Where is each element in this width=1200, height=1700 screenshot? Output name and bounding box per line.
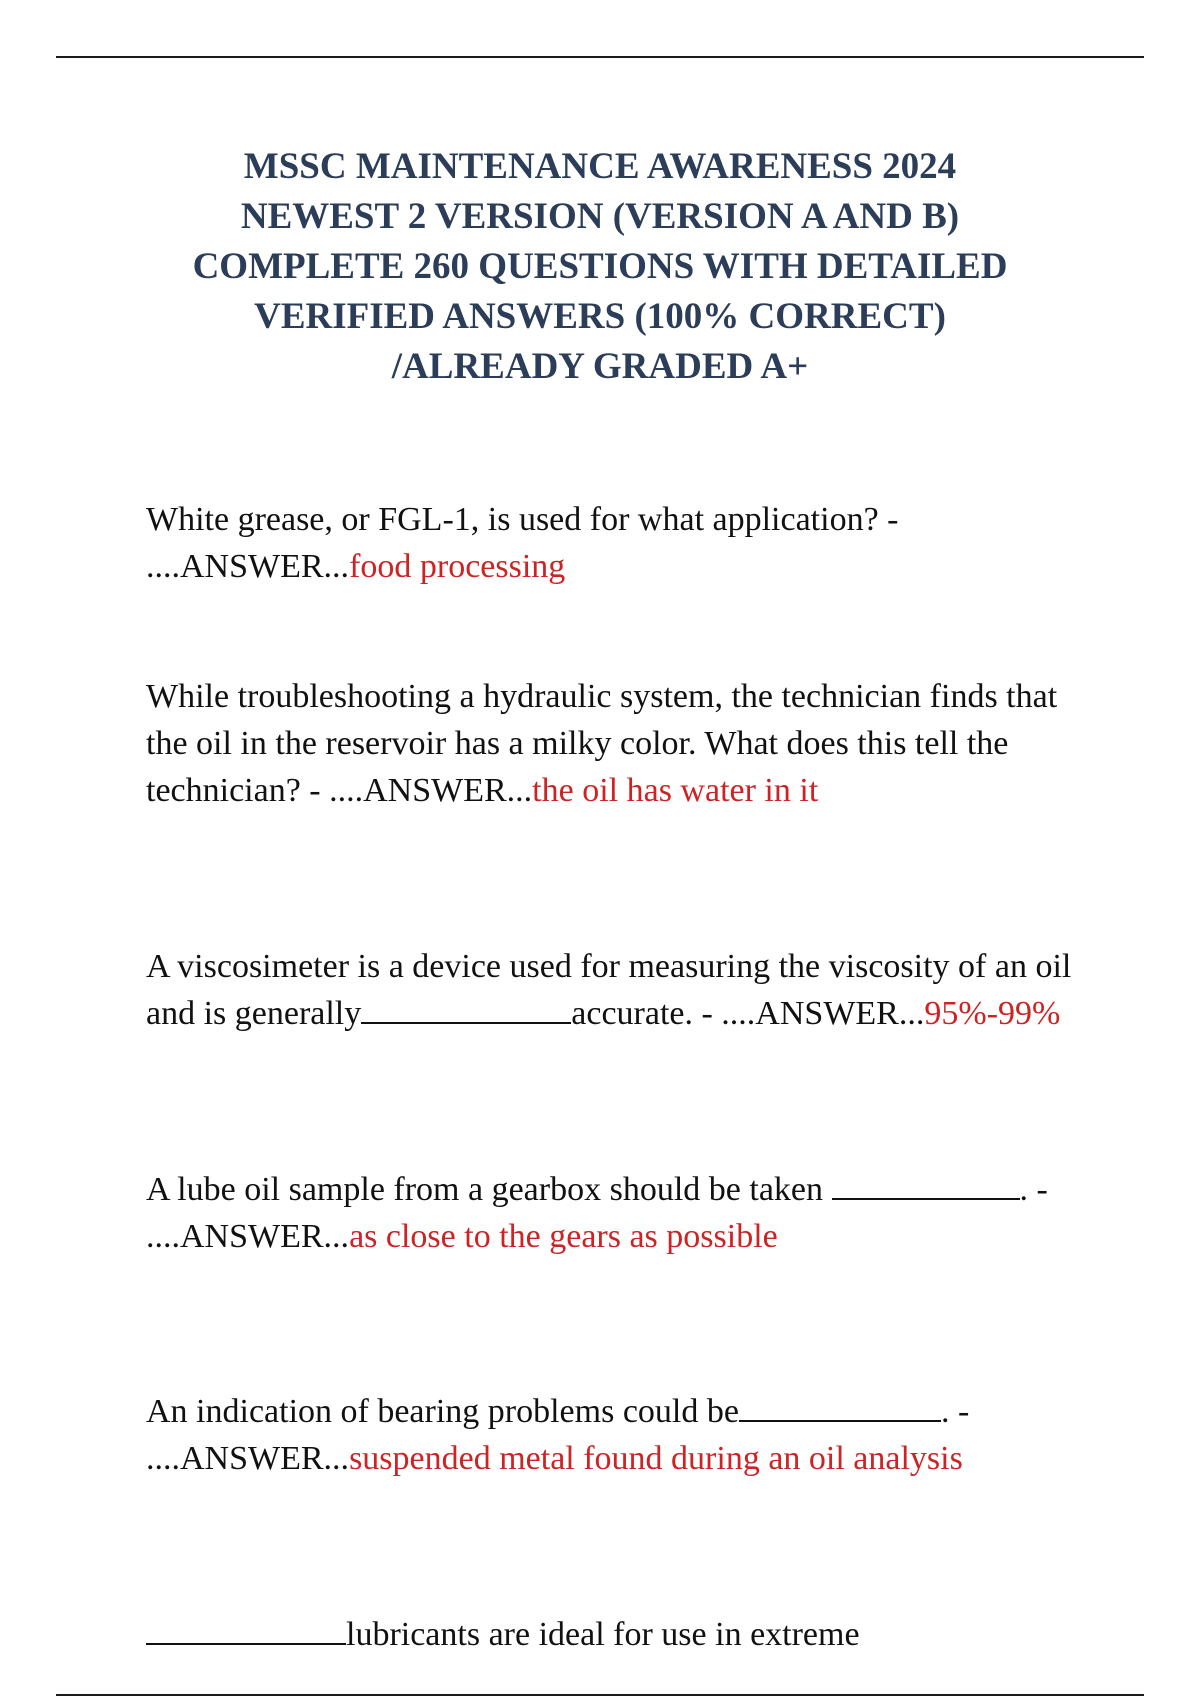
- bottom-rule: [56, 1694, 1144, 1696]
- question-3: [146, 943, 1076, 1037]
- answer-text: suspended metal found during an oil analysis: [349, 1440, 963, 1477]
- question-text: White grease, or FGL-1, is used for what application? - ....ANSWER...: [146, 501, 899, 585]
- question-2: [146, 673, 1076, 814]
- answer-text: 95%-99%: [924, 995, 1061, 1032]
- document-title: [120, 142, 1080, 392]
- question-text: accurate. - ....ANSWER...: [571, 995, 925, 1032]
- answer-blank: [739, 1390, 941, 1422]
- title-line: VERIFIED ANSWERS (100% CORRECT): [254, 296, 946, 337]
- question-text: A lube oil sample from a gearbox should be taken: [146, 1171, 823, 1208]
- question-text: An indication of bearing problems could be: [146, 1393, 739, 1430]
- title-line: COMPLETE 260 QUESTIONS WITH DETAILED: [192, 246, 1008, 287]
- question-text: . - ....ANSWER...: [146, 1171, 1048, 1255]
- answer-blank: [832, 1168, 1020, 1200]
- question-text: lubricants are ideal for use in extreme: [346, 1616, 860, 1653]
- question-text: . - ....ANSWER...: [146, 1393, 970, 1477]
- question-1: [146, 496, 1076, 590]
- answer-text: food processing: [349, 548, 566, 585]
- answer-blank: [361, 992, 571, 1024]
- question-5: [146, 1388, 1076, 1482]
- question-4: [146, 1166, 1076, 1260]
- question-text: A viscosimeter is a device used for measuring the viscosity of an oil and is generally: [146, 948, 1072, 1032]
- answer-blank: [146, 1613, 346, 1645]
- question-text: While troubleshooting a hydraulic system, the technician finds that the oil in the reservoir has a milky color. What does this tell the technician? - ....ANSWER...: [146, 678, 1058, 809]
- answer-text: the oil has water in it: [532, 772, 819, 809]
- question-6: [146, 1611, 1076, 1658]
- title-line: /ALREADY GRADED A+: [391, 346, 809, 387]
- answer-text: as close to the gears as possible: [349, 1218, 778, 1255]
- title-line: MSSC MAINTENANCE AWARENESS 2024: [243, 146, 957, 187]
- title-line: NEWEST 2 VERSION (VERSION A AND B): [240, 196, 960, 237]
- top-rule: [56, 56, 1144, 58]
